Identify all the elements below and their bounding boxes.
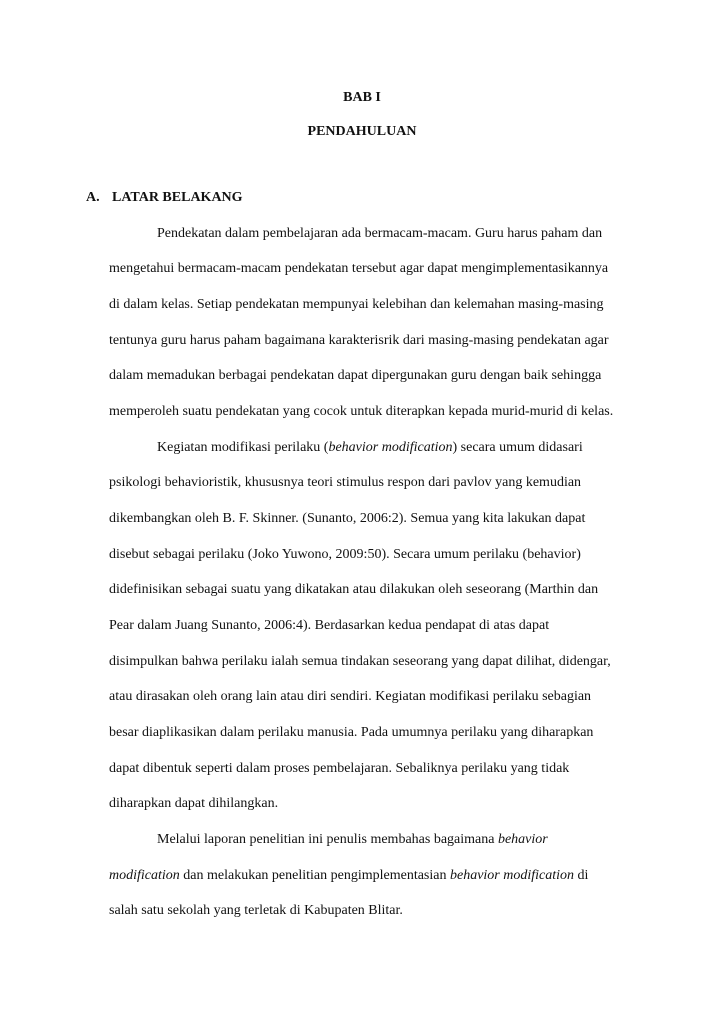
paragraph-2-line-4: disebut sebagai perilaku (Joko Yuwono, 2009:50). Secara umum perilaku (behavior) — [109, 547, 581, 562]
chapter-title: PENDAHULUAN — [307, 124, 417, 139]
paragraph-1-line-6: memperoleh suatu pendekatan yang cocok untuk diterapkan kepada murid-murid di kelas. — [109, 404, 614, 419]
paragraph-2-line-9: besar diaplikasikan dalam perilaku manusia. Pada umumnya perilaku yang diharapkan — [109, 725, 594, 740]
term-behavior-modification: behavior modification — [328, 440, 453, 455]
term-behavior: behavior — [497, 832, 548, 847]
paragraph-2-line-1: Kegiatan modifikasi perilaku (behavior modification) secara umum didasari — [157, 440, 583, 455]
paragraph-1-line-3: di dalam kelas. Setiap pendekatan mempunyai kelebihan dan kelemahan masing-masing — [109, 297, 604, 312]
paragraph-3-line-3: salah satu sekolah yang terletak di Kabupaten Blitar. — [109, 903, 403, 918]
section-title: LATAR BELAKANG — [112, 190, 243, 205]
paragraph-2-line-3: dikembangkan oleh B. F. Skinner. (Sunanto, 2006:2). Semua yang kita lakukan dapat — [109, 511, 586, 526]
paragraph-2-line-10: dapat dibentuk seperti dalam proses pembelajaran. Sebaliknya perilaku yang tidak — [109, 761, 570, 776]
chapter-number: BAB I — [343, 90, 381, 105]
section-heading — [86, 190, 243, 206]
paragraph-2-line-11: diharapkan dapat dihilangkan. — [109, 796, 279, 811]
paragraph-2-line-6: Pear dalam Juang Sunanto, 2006:4). Berdasarkan kedua pendapat di atas dapat — [109, 618, 550, 633]
paragraph-1-line-4: tentunya guru harus paham bagaimana karakterisrik dari masing-masing pendekatan agar — [109, 333, 609, 348]
section-letter: A. — [86, 190, 100, 205]
term-modification: modification — [109, 868, 180, 883]
paragraph-3-line-2: modification dan melakukan penelitian pengimplementasian behavior modification di — [109, 868, 589, 883]
paragraph-2-line-7: disimpulkan bahwa perilaku ialah semua tindakan seseorang yang dapat dilihat, didengar, — [109, 654, 611, 669]
paragraph-2-line-2: psikologi behavioristik, khususnya teori stimulus respon dari pavlov yang kemudian — [109, 475, 582, 490]
paragraph-1-line-2: mengetahui bermacam-macam pendekatan tersebut agar dapat mengimplementasikannya — [109, 261, 609, 276]
paragraph-2-line-5: didefinisikan sebagai suatu yang dikatakan atau dilakukan oleh seseorang (Marthin dan — [109, 582, 599, 597]
paragraph-2-line-8: atau dirasakan oleh orang lain atau diri sendiri. Kegiatan modifikasi perilaku sebagian — [109, 689, 592, 704]
paragraph-1-line-1: Pendekatan dalam pembelajaran ada bermacam-macam. Guru harus paham dan — [157, 226, 603, 241]
term-behavior-modification-2: behavior modification — [449, 868, 575, 883]
paragraph-1-line-5: dalam memadukan berbagai pendekatan dapat dipergunakan guru dengan baik sehingga — [109, 368, 602, 383]
paragraph-3-line-1: Melalui laporan penelitian ini penulis membahas bagaimana behavior — [157, 832, 548, 847]
